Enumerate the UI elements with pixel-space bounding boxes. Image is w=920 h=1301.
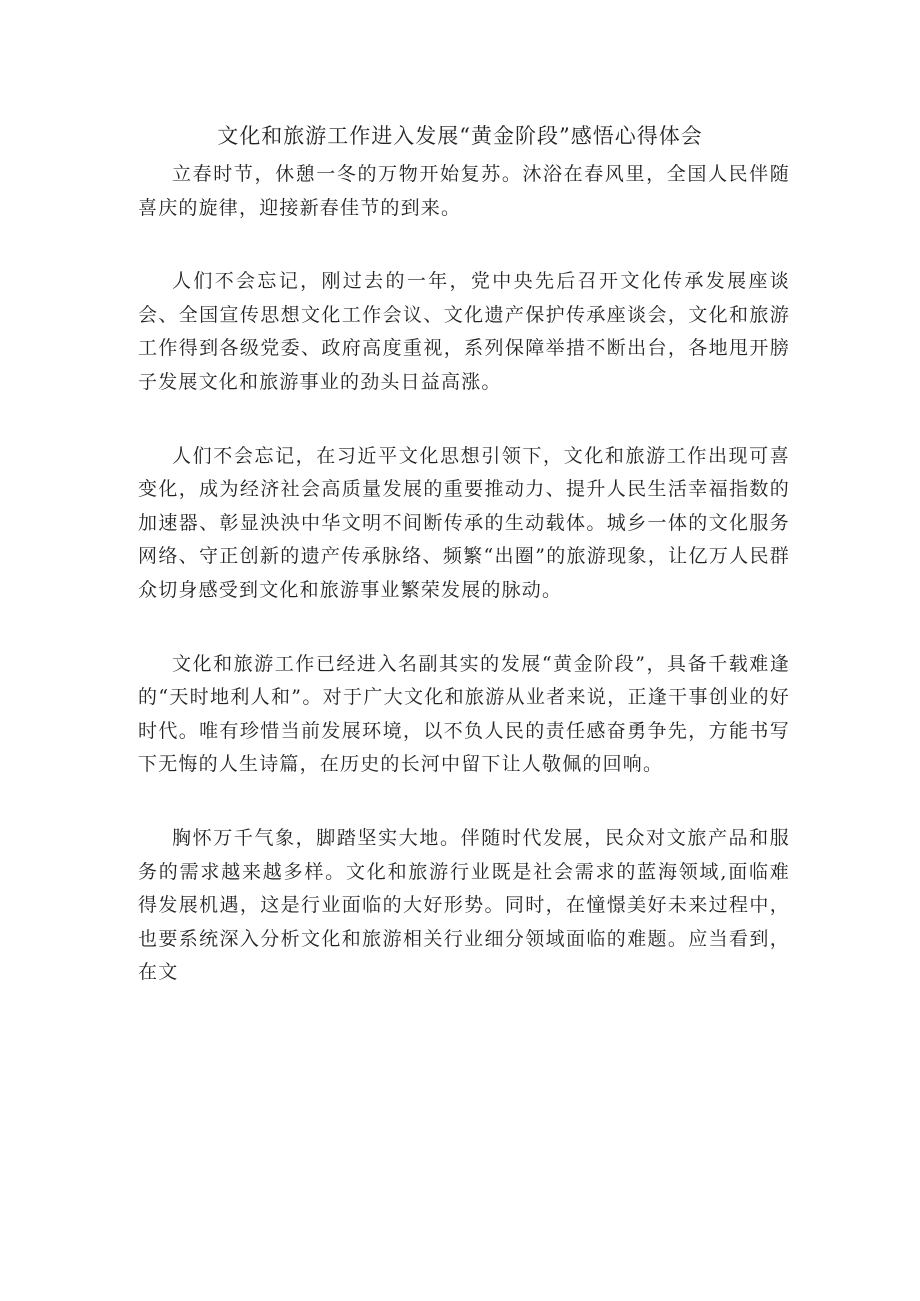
paragraph: 人们不会忘记，刚过去的一年，党中央先后召开文化传承发展座谈会、全国宣传思想文化工作会议、文化遗产保护传承座谈会，文化和旅游工作得到各级党委、政府高度重视，系列保障举措不断出台，各地甩开膀子发展文化和旅游事业的劲头日益高涨。 — [138, 270, 790, 393]
document-title: 文化和旅游工作进入发展“黄金阶段”感悟心得体会 — [217, 124, 703, 148]
paragraph: 人们不会忘记，在习近平文化思想引领下，文化和旅游工作出现可喜变化，成为经济社会高质量发展的重要推动力、提升人民生活幸福指数的加速器、彰显泱泱中华文明不间断传承的生动载体。城乡一体的文化服务网络、守正创新的遗产传承脉络、频繁“出圈”的旅游现象，让亿万人民群众切身感受到文化和旅游事业繁荣发展的脉动。 — [138, 444, 790, 601]
paragraph: 文化和旅游工作已经进入名副其实的发展“黄金阶段”，具备千载难逢的“天时地利人和”。对于广大文化和旅游从业者来说，正逢干事创业的好时代。唯有珍惜当前发展环境，以不负人民的责任感奋勇争先，方能书写下无悔的人生诗篇，在历史的长河中留下让人敬佩的回响。 — [138, 652, 790, 776]
document-body — [138, 158, 790, 1030]
paragraph: 立春时节，休憩一冬的万物开始复苏。沐浴在春风里，全国人民伴随喜庆的旋律，迎接新春佳节的到来。 — [138, 163, 790, 219]
paragraph: 胸怀万千气象，脚踏坚实大地。伴随时代发展，民众对文旅产品和服务的需求越来越多样。文化和旅游行业既是社会需求的蓝海领域,面临难得发展机遇，这是行业面临的大好形势。同时，在憧憬美好未来过程中，也要系统深入分析文化和旅游相关行业细分领域面临的难题。应当看到，在文 — [138, 826, 790, 984]
